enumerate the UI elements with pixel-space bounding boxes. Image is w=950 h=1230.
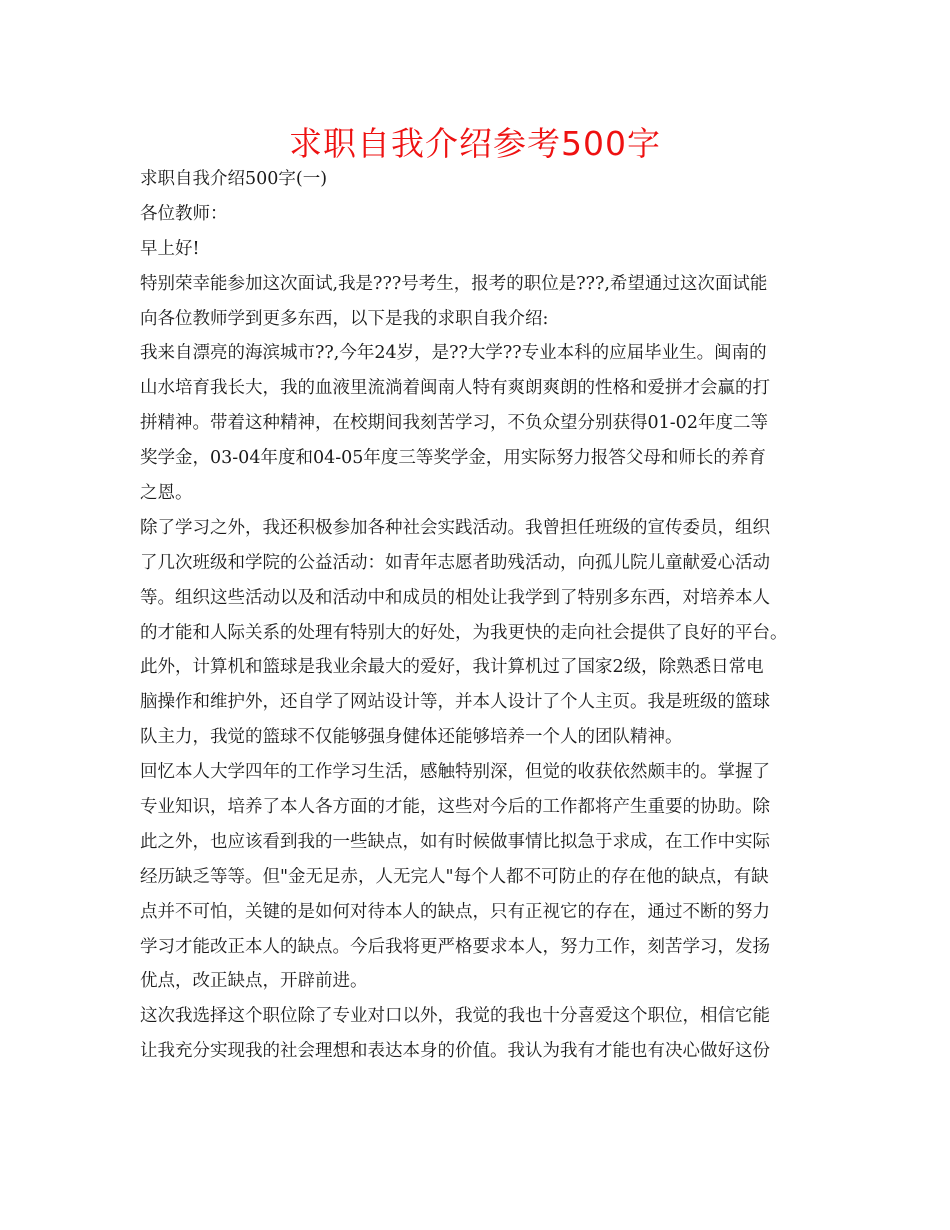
body-line: 山水培育我长大，我的血液里流淌着闽南人特有爽朗爽朗的性格和爱拼才会赢的打: [140, 378, 770, 399]
body-line: 这次我选择这个职位除了专业对口以外，我觉的我也十分喜爱这个职位，相信它能: [140, 1006, 770, 1027]
body-line: 之恩。: [140, 483, 193, 504]
body-line: 脑操作和维护外，还自学了网站设计等，并本人设计了个人主页。我是班级的篮球: [140, 692, 770, 713]
body-line: 了几次班级和学院的公益活动：如青年志愿者助残活动，向孤儿院儿童献爱心活动: [140, 552, 770, 573]
body-line: 求职自我介绍500字(一): [140, 169, 328, 189]
body-line: 点并不可怕，关键的是如何对待本人的缺点，只有正视它的存在，通过不断的努力: [140, 901, 770, 922]
document-body: [140, 162, 840, 1069]
body-line: 拼精神。带着这种精神，在校期间我刻苦学习，不负众望分别获得01-02年度二等: [140, 413, 768, 434]
body-line: 我来自漂亮的海滨城市??,今年24岁，是??大学??专业本科的应届毕业生。闽南的: [140, 343, 767, 364]
body-line: 除了学习之外，我还积极参加各种社会实践活动。我曾担任班级的宣传委员，组织: [140, 517, 770, 538]
body-line: 队主力，我觉的篮球不仅能够强身健体还能够培养一个人的团队精神。: [140, 727, 683, 748]
body-line: 奖学金，03-04年度和04-05年度三等奖学金，用实际努力报答父母和师长的养育: [140, 448, 766, 469]
body-line: 此之外，也应该看到我的一些缺点，如有时候做事情比拟急于求成，在工作中实际: [140, 831, 770, 852]
body-line: 经历缺乏等等。但"金无足赤，人无完人"每个人都不可防止的存在他的缺点，有缺: [140, 866, 769, 887]
body-line: 的才能和人际关系的处理有特别大的好处，为我更快的走向社会提供了良好的平台。: [140, 622, 788, 643]
body-line: 各位教师：: [140, 203, 228, 224]
body-line: 等。组织这些活动以及和活动中和成员的相处让我学到了特别多东西，对培养本人: [140, 587, 770, 608]
body-line: 早上好!: [140, 238, 200, 259]
body-line: 学习才能改正本人的缺点。今后我将更严格要求本人，努力工作，刻苦学习，发扬: [140, 936, 770, 957]
body-line: 特别荣幸能参加这次面试,我是???号考生，报考的职位是???,希望通过这次面试能: [140, 273, 768, 294]
document-title: 求职自我介绍参考500字: [289, 124, 661, 163]
body-line: 专业知识，培养了本人各方面的才能，这些对今后的工作都将产生重要的协助。除: [140, 797, 770, 818]
body-line: 向各位教师学到更多东西，以下是我的求职自我介绍:: [140, 308, 549, 329]
body-line: 让我充分实现我的社会理想和表达本身的价值。我认为我有才能也有决心做好这份: [140, 1041, 770, 1062]
body-line: 此外，计算机和篮球是我业余最大的爱好，我计算机过了国家2级，除熟悉日常电: [140, 657, 764, 678]
body-line: 回忆本人大学四年的工作学习生活，感触特别深，但觉的收获依然颇丰的。掌握了: [140, 762, 770, 783]
body-line: 优点，改正缺点，开辟前进。: [140, 971, 368, 992]
